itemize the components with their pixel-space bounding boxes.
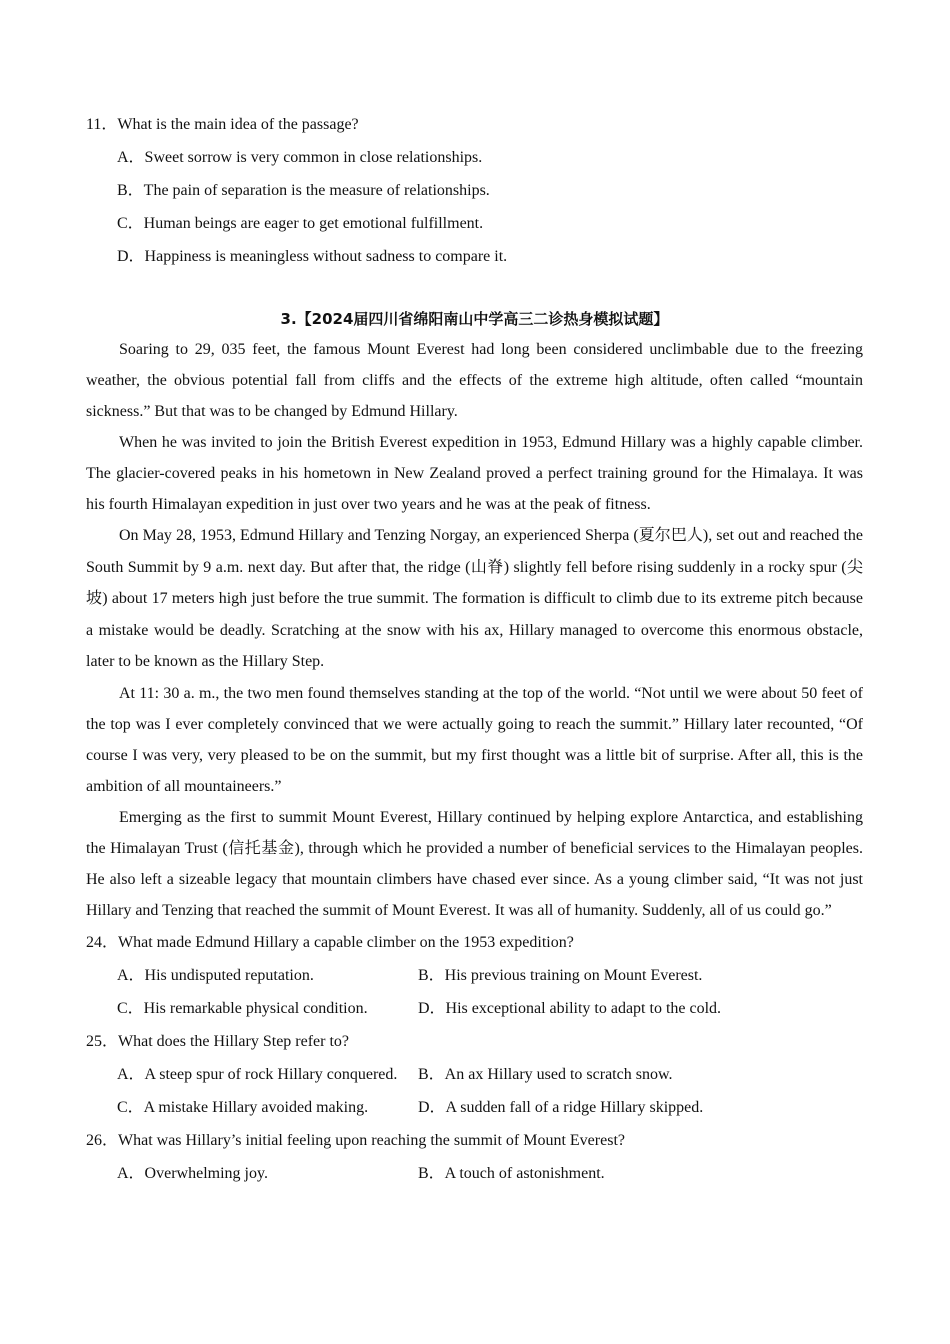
option-d: D．A sudden fall of a ridge Hillary skipped. <box>418 1098 704 1116</box>
option-d: D．Happiness is meaningless without sadness to compare it. <box>117 248 508 265</box>
question-stem: 26．What was Hillary’s initial feeling upon reaching the summit of Mount Everest? <box>86 1131 625 1149</box>
passage-paragraph: Emerging as the first to summit Mount Everest, Hillary continued by helping explore Antarctica, and establishing the Himalayan Trust (信托基金), through which he provided a number of beneficial services to the Himalayan peoples. He also left a sizeable legacy that mountain climbers have chased ever since. As a young climber said, “It was not just Hillary and Tenzing that reached the summit of Mount Everest. It was all of humanity. Suddenly, all of us could go.” <box>86 808 863 919</box>
question-stem: 25．What does the Hillary Step refer to? <box>86 1032 350 1050</box>
option-c: C．Human beings are eager to get emotional fulfillment. <box>117 215 484 232</box>
option-row <box>86 959 863 992</box>
option-row <box>86 1058 863 1091</box>
reading-passage <box>86 334 863 926</box>
passage-paragraph: Soaring to 29, 035 feet, the famous Mount Everest had long been considered unclimbable due to the freezing weather, the obvious potential fall from cliffs and the effects of the extreme high altitude, often called “mountain sickness.” But that was to be changed by Edmund Hillary. <box>86 341 863 420</box>
passage-paragraph: When he was invited to join the British Everest expedition in 1953, Edmund Hillary was a highly capable climber. The glacier-covered peaks in his hometown in New Zealand proved a perfect training ground for the Himalaya. It was his fourth Himalayan expedition in just over two years and he was at the peak of fitness. <box>86 434 863 513</box>
option-b: B．An ax Hillary used to scratch snow. <box>418 1065 673 1083</box>
option-b: B．A touch of astonishment. <box>418 1164 605 1182</box>
question-25 <box>86 1025 863 1124</box>
option-a: A．His undisputed reputation. <box>117 966 314 984</box>
option-d: D．His exceptional ability to adapt to the cold. <box>418 999 722 1017</box>
option-c: C．A mistake Hillary avoided making. <box>117 1098 369 1116</box>
option-a: A．A steep spur of rock Hillary conquered. <box>117 1065 398 1083</box>
option-row <box>86 1157 863 1190</box>
passage-paragraph: At 11: 30 a. m., the two men found themselves standing at the top of the world. “Not until we were about 50 feet of the top was I ever completely convinced that we were actually going to reach the summit.” Hillary later recounted, “Of course I was very, very pleased to be on the summit, but my first thought was a little bit of surprise. After all, this is the ambition of all mountaineers.” <box>86 684 863 795</box>
option-b: B．The pain of separation is the measure of relationships. <box>117 182 490 199</box>
question-stem: 24．What made Edmund Hillary a capable climber on the 1953 expedition? <box>86 933 574 951</box>
question-stem: 11．What is the main idea of the passage? <box>86 116 359 133</box>
option-a: A．Overwhelming joy. <box>117 1164 268 1182</box>
question-26 <box>86 1124 863 1190</box>
passage-paragraph: On May 28, 1953, Edmund Hillary and Tenzing Norgay, an experienced Sherpa (夏尔巴人), set out and reached the South Summit by 9 a.m. next day. But after that, the ridge (山脊) slightly fell before rising suddenly in a rocky spur (尖坡) about 17 meters high just before the true summit. The formation is difficult to climb due to its extreme pitch because a mistake would be deadly. Scratching at the snow with his ax, Hillary managed to overcome this enormous obstacle, later to be known as the Hillary Step. <box>86 527 863 670</box>
option-a: A．Sweet sorrow is very common in close relationships. <box>117 149 483 166</box>
option-row <box>86 1091 863 1124</box>
option-row <box>86 992 863 1025</box>
option-c: C．His remarkable physical condition. <box>117 999 368 1017</box>
section-title: 3.【2024届四川省绵阳南山中学高三二诊热身模拟试题】 <box>280 310 669 328</box>
option-b: B．His previous training on Mount Everest. <box>418 966 703 984</box>
question-24 <box>86 926 863 1025</box>
document-page <box>86 108 863 1190</box>
question-11 <box>86 108 863 273</box>
